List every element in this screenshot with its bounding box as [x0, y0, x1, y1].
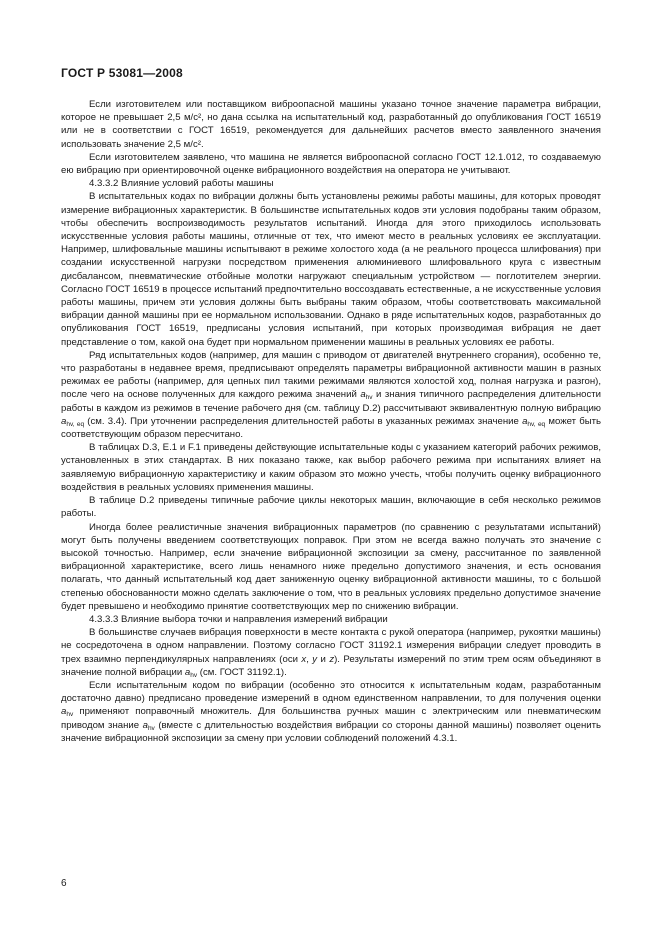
- paragraph-declared-value: Если изготовителем или поставщиком виброопасной машины указано точное значение параметра вибрации, которое не превышает 2,5 м/с², но дана ссылка на испытательный код, разработанный до опубликования ГОСТ 16519 или не в соответствии с ГОСТ 16519, рекомендуется для дальнейших расчетов вместо заявленного значения использовать значение 2,5 м/с².: [61, 99, 601, 150]
- page-number: 6: [61, 878, 67, 889]
- document-body: [61, 98, 601, 745]
- paragraph-operating-modes: В испытательных кодах по вибрации должны быть установлены режимы работы машины, для которых проводят измерение вибрационных характеристик. В большинстве испытательных кодов эти условия подобраны таким образом, чтобы обеспечить воспроизводимость результатов испытаний. Иногда для этого приходилось использовать искусственные условия работы машины, отличные от тех, что имеют место в реальных условиях ее эксплуатации. Например, шлифовальные машины испытывают в режиме холостого хода (а не реального процесса шлифования) при создании искусственной нагрузки посредством применения алюминиевого шлифовального круга с известным дисбалансом, пневматические отбойные молотки нагружают специальным устройством — поглотителем энергии. Согласно ГОСТ 16519 в процессе испытаний предпочтительно воссоздавать естественные, а не искусственные условия работы машины, причем эти условия должны быть выбраны таким образом, чтобы соответствовать максимальной вибрации данной машины при ее нормальном использовании. Однако в ряде испытательных кодов, разработанных до опубликования ГОСТ 16519, предписаны условия испытаний, при которых производимая вибрация не дает представление о том, какой она будет при нормальном применении машины в реальных условиях ее работы.: [61, 191, 601, 348]
- paragraph-corrections: Иногда более реалистичные значения вибрационных параметров (по сравнению с результатами испытаний) могут быть получены введением соответствующих поправок. При этом не всегда важно получать это значение с высокой точностью. Например, если значение вибрационной экспозиции за смену, рассчитанное по заявленной вибрационной характеристике, всего лишь ненамного ниже предельно допустимого значения, и есть основания полагать, что данный испытательный код дает заниженную оценку вибрационной активности машины, то с большой степенью обоснованности можно сделать заключение о том, что в реальных условиях предельно допустимое значение будет превышено и необходимо принятие соответствующих мер по снижению вибрации.: [61, 521, 601, 612]
- paragraph-table-d2: В таблице D.2 приведены типичные рабочие циклы некоторых машин, включающие в себя несколько режимов работы.: [61, 495, 601, 520]
- paragraph-tables-reference: В таблицах D.3, Е.1 и F.1 приведены действующие испытательные коды с указанием категорий рабочих режимов, установленных в этих стандартах. В них показано также, как выбор рабочего режима при испытаниях влияет на заявляемую вибрационную характеристику и каким образом это можно учесть, чтобы получить оценку вибрационного воздействия в реальных условиях применения машины.: [61, 442, 601, 493]
- paragraph-test-codes-modes: Ряд испытательных кодов (например, для машин с приводом от двигателей внутреннего сгорания), особенно те, что разработаны в недавнее время, предписывают определять параметры вибрационной активности машин в разных режимах ее работы (например, для цепных пил такими режимами являются холостой ход, полная нагрузка и разгон), после чего на основе полученных для каждого режима значений $a_{hv}$ и знания типичного распределения длительности работы в каждом из режимов в течение рабочего дня (см. таблицу D.2) рассчитывают эквивалентную полную вибрацию $a_{hv, eq}$ (см. 3.4). При уточнении распределения длительностей работы в указанных режимах значение $a_{hv, eq}$ может быть соответствующим образом пересчитано.: [61, 349, 602, 441]
- paragraph-correction-factor: Если испытательным кодом по вибрации (особенно это относится к испытательным кодам, разработанным достаточно давно) предписано проведение измерений в одном единственном направлении, то для получения оценки $a_{hv}$ применяют поправочный множитель. Для большинства ручных машин с электрическим или пневматическим приводом знание $a_{hv}$ (вместе с длительностью воздействия вибрации со стороны данной машины) позволяет оценить значение вибрационной экспозиции за смену при условии соблюдений положений 4.3.1.: [61, 679, 601, 744]
- section-heading-4333: 4.3.3.3 Влияние выбора точки и направления измерений вибрации: [89, 613, 388, 625]
- paragraph-non-hazardous: Если изготовителем заявлено, что машина не является виброопасной согласно ГОСТ 12.1.012, то создаваемую ею вибрацию при ориентировочной оценке вибрационного воздействия на оператора не учитывают.: [61, 151, 601, 177]
- section-heading-4332: 4.3.3.2 Влияние условий работы машины: [89, 178, 274, 190]
- page-header: ГОСТ Р 53081—2008: [61, 66, 183, 80]
- paragraph-measurement-directions: В большинстве случаев вибрация поверхности в месте контакта с рукой оператора (например, рукоятки машины) не сосредоточена в одном направлении. Поэтому согласно ГОСТ 31192.1 измерения вибрации следует проводить в трех взаимно перпендикулярных направлениях (оси x, y и z). Результаты измерений по этим трем осям объединяют в значение полной вибрации $a_{hv}$ (см. ГОСТ 31192.1).: [61, 627, 601, 679]
